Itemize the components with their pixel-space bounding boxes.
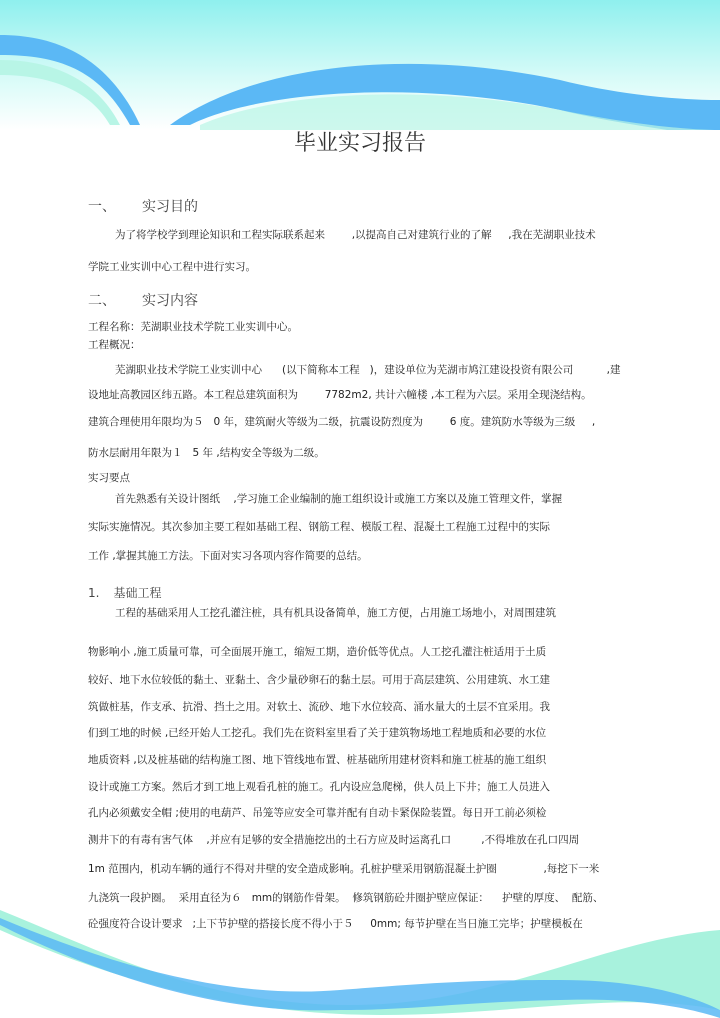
paragraph-line: 1m 范围内，机动车辆的通行不得对井壁的安全造成影响。孔桩护壁采用钢筋混凝土护圈 ,每挖下一米: [88, 863, 600, 875]
paragraph-line: 为了将学校学到理论知识和工程实际联系起来 ,以提高自己对建筑行业的了解 ,我在芜湖职业技术: [115, 229, 596, 241]
section-number: 二、: [88, 293, 116, 309]
paragraph-line: 孔内必须戴安全帽 ;使用的电葫芦、吊笼等应安全可靠并配有自动卡紧保险装置。每日开工前必须检: [88, 807, 547, 819]
subsection-heading-foundation: [88, 584, 161, 601]
paragraph-line: 地质资料 ,以及桩基础的结构施工图、地下管线地布置、桩基础所用建材资料和施工桩基的施工组织: [88, 754, 547, 766]
paragraph-line: 砼强度符合设计要求 ;上下节护壁的搭接长度不得小于５ 0mm; 每节护壁在当日施工完毕；护壁模板在: [88, 918, 583, 930]
paragraph-line: 防水层耐用年限为１ 5 年 ,结构安全等级为二级。: [88, 447, 325, 459]
project-name-line: 工程名称：芜湖职业技术学院工业实训中心。: [88, 321, 298, 333]
section-heading-content: [88, 290, 198, 310]
section-title: 实习内容: [142, 293, 198, 309]
paragraph-line: 学院工业实训中心工程中进行实习。: [88, 261, 256, 273]
paragraph-line: 较好、地下水位较低的黏土、亚黏土、含少量砂卵石的黏土层。可用于高层建筑、公用建筑、水工建: [88, 674, 550, 686]
paragraph-line: 工程的基础采用人工挖孔灌注桩，具有机具设备简单，施工方便，占用施工场地小，对周围建筑: [115, 607, 556, 619]
key-points-label: 实习要点: [88, 472, 130, 484]
header-wave-decoration: [0, 0, 720, 130]
section-title: 实习目的: [142, 199, 198, 215]
paragraph-line: 工作 ,掌握其施工方法。下面对实习各项内容作简要的总结。: [88, 550, 368, 562]
paragraph-line: 九浇筑一段护圈。 采用直径为６ mm的钢筋作骨架。 修筑钢筋砼井圈护壁应保证： 护壁的厚度、 配筋、: [88, 892, 604, 904]
paragraph-line: 测井下的有毒有害气体 ,并应有足够的安全措施挖出的土石方应及时运离孔口 ,不得堆放在孔口四周: [88, 834, 580, 846]
paragraph-line: 实际实施情况。其次参加主要工程如基础工程、钢筋工程、模版工程、混凝土工程施工过程中的实际: [88, 521, 550, 533]
project-overview-label: 工程概况：: [88, 339, 141, 351]
section-heading-purpose: [88, 196, 198, 216]
subsection-number: 1.: [88, 586, 100, 600]
paragraph-line: 建筑合理使用年限均为５ 0 年，建筑耐火等级为二级，抗震设防烈度为 6 度。建筑防水等级为三级 ,: [88, 416, 596, 428]
paragraph-line: 芜湖职业技术学院工业实训中心 (以下简称本工程 )，建设单位为芜湖市鸠江建设投资有限公司 ,建: [115, 364, 621, 376]
paragraph-line: 设计或施工方案。然后才到工地上观看孔桩的施工。孔内设应急爬梯，供人员上下井；施工人员进入: [88, 781, 550, 793]
paragraph-line: 设地址高教园区纬五路。本工程总建筑面积为 7782m2, 共计六幢楼 ,本工程为六层。采用全现浇结构。: [88, 389, 592, 401]
subsection-title: 基础工程: [113, 586, 162, 600]
paragraph-line: 首先熟悉有关设计图纸 ,学习施工企业编制的施工组织设计或施工方案以及施工管理文件，掌握: [115, 493, 563, 505]
paragraph-line: 筑做桩基，作支承、抗滑、挡土之用。对软土、流砂、地下水位较高、涌水量大的土层不宜采用。我: [88, 701, 550, 713]
document-title: 毕业实习报告: [293, 131, 426, 156]
paragraph-line: 们到工地的时候 ,已经开始人工挖孔。我们先在资料室里看了关于建筑物场地工程地质和必要的水位: [88, 727, 547, 739]
paragraph-line: 物影响小 ,施工质量可靠，可全面展开施工，缩短工期，造价低等优点。人工挖孔灌注桩适用于土质: [88, 646, 547, 658]
section-number: 一、: [88, 199, 116, 215]
